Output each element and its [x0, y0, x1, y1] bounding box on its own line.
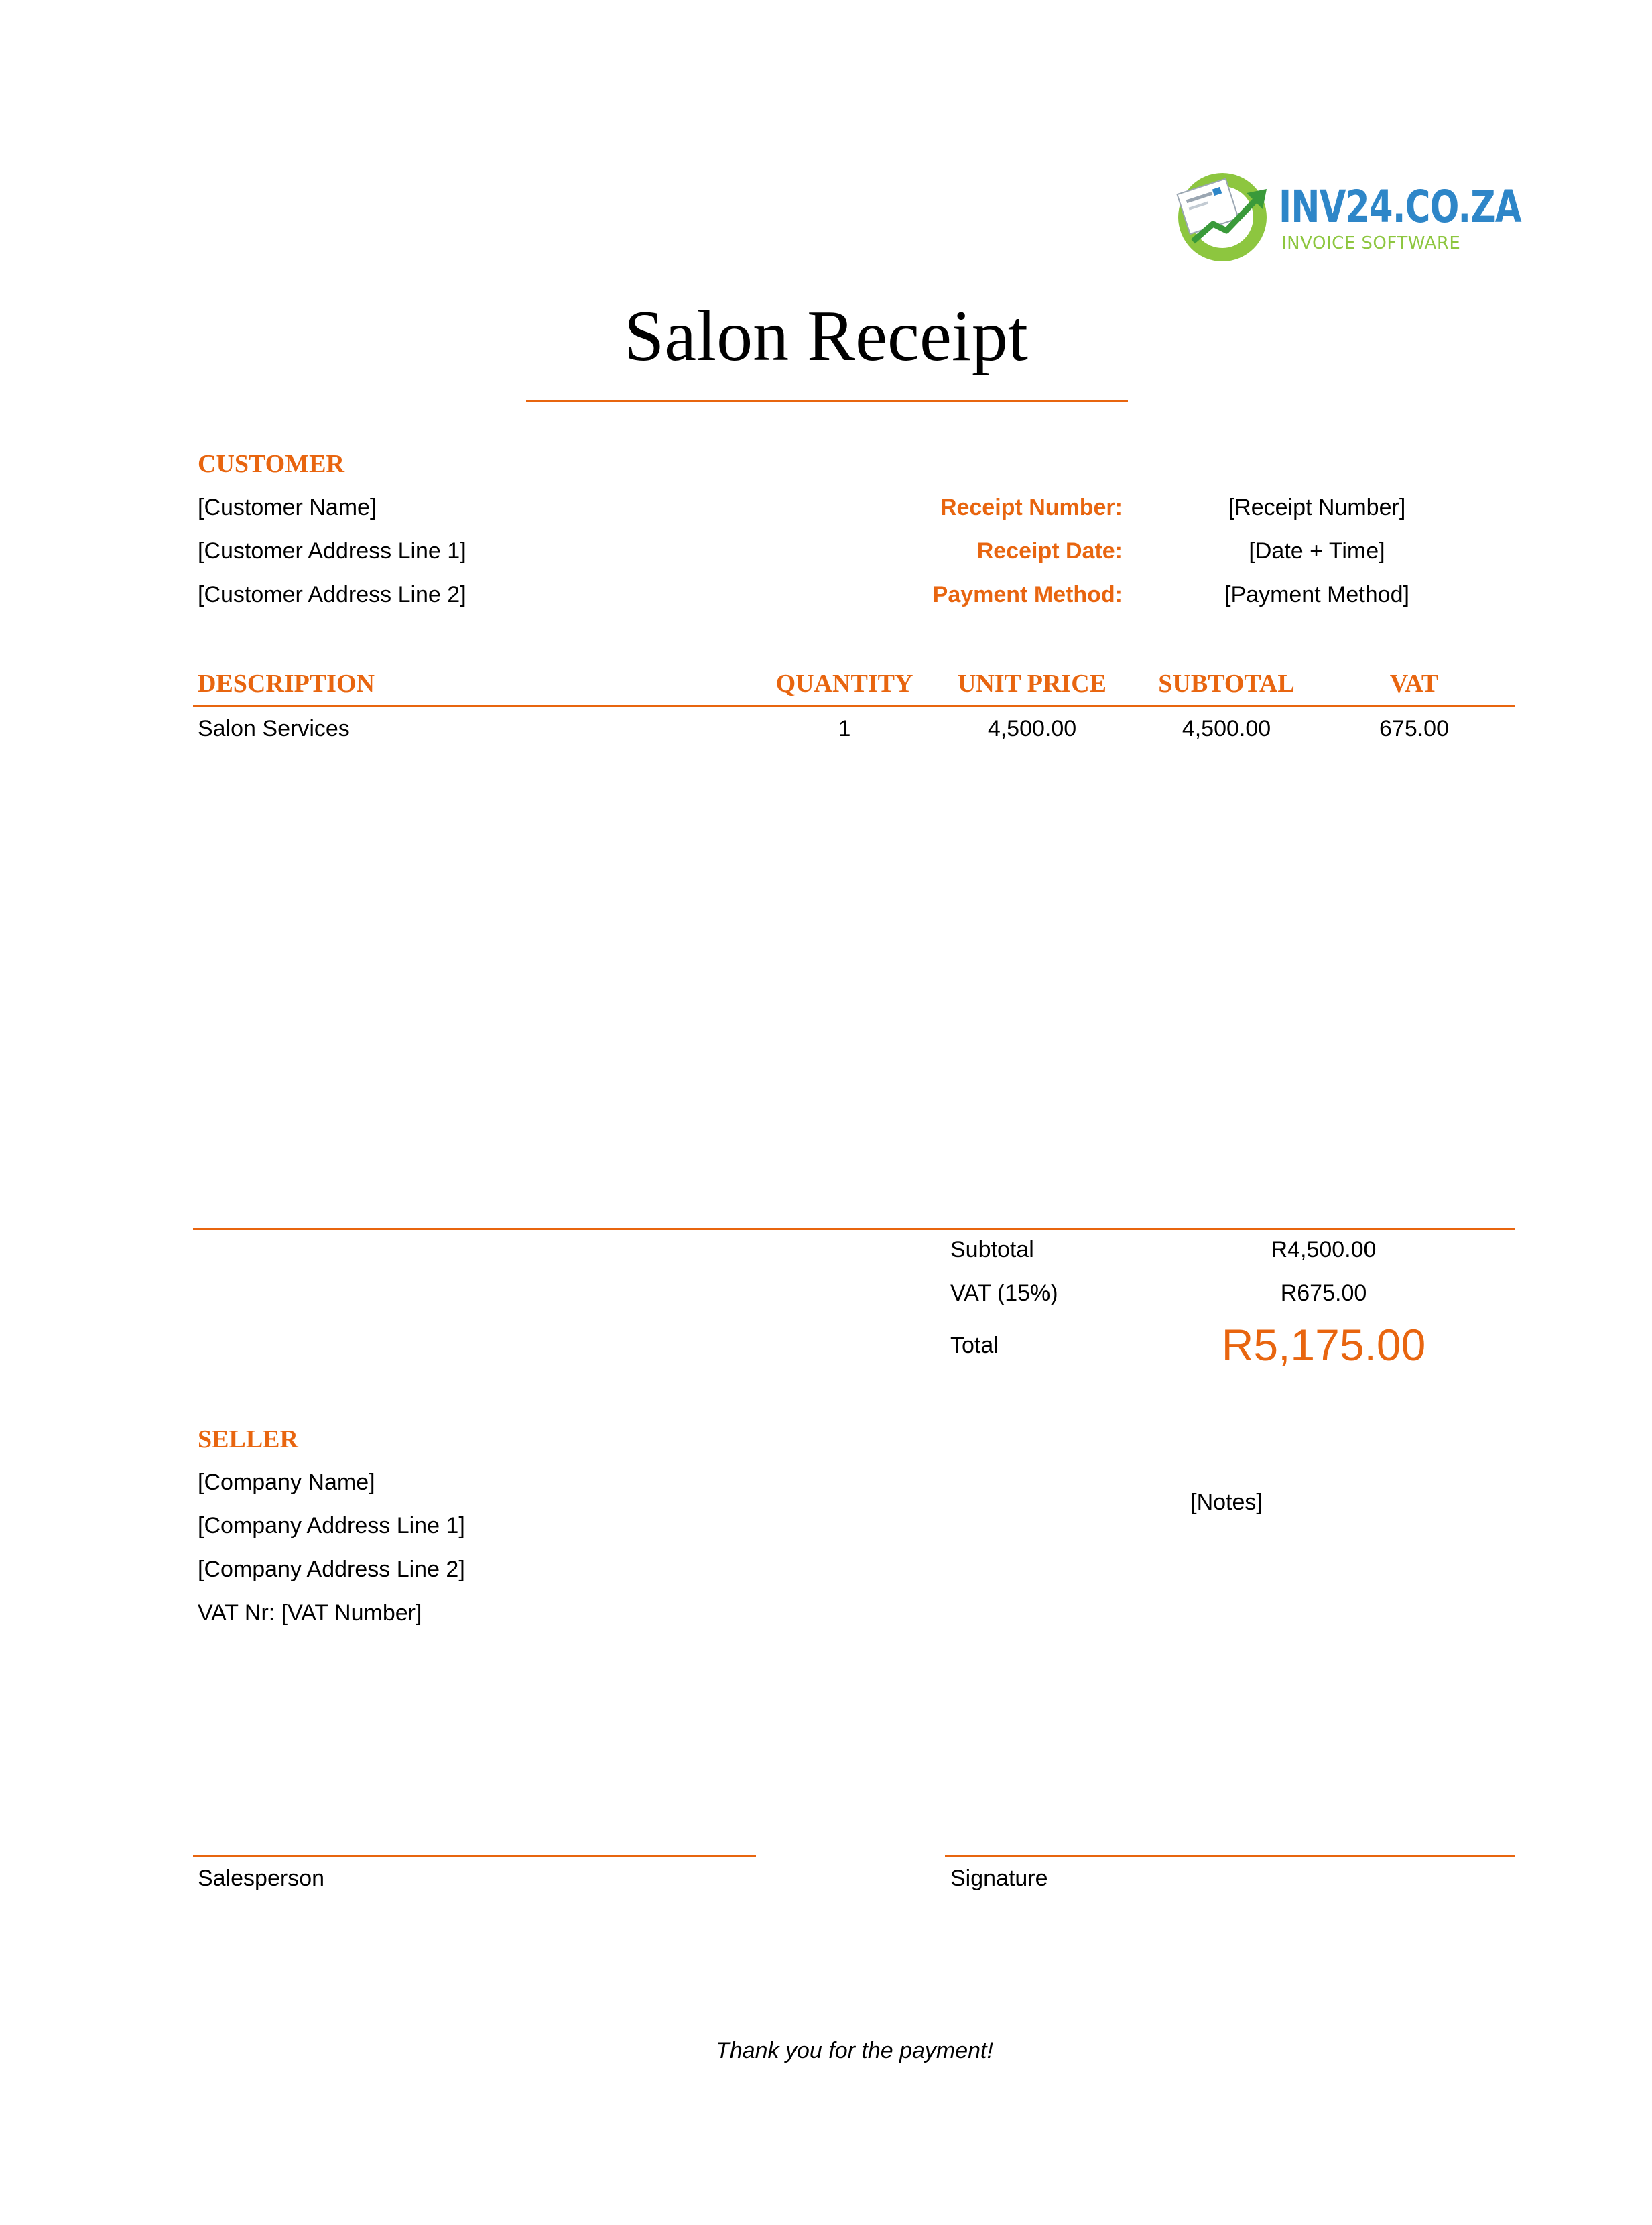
vat-label: VAT (15%) [950, 1280, 1058, 1306]
row-quantity: 1 [838, 716, 851, 741]
subtotal-value: R4,500.00 [1271, 1237, 1377, 1262]
logo-wordmark: INV24.CO.ZA [1279, 181, 1521, 233]
logo-tagline: INVOICE SOFTWARE [1281, 233, 1461, 253]
seller-company-name: [Company Name] [198, 1469, 375, 1495]
receipt-number-label: Receipt Number: [940, 495, 1123, 520]
table-header-rule [193, 705, 1515, 707]
seller-vat-number: VAT Nr: [VAT Number] [198, 1600, 422, 1626]
signature-label: Signature [950, 1866, 1048, 1891]
subtotal-label: Subtotal [950, 1237, 1034, 1262]
payment-method-value: [Payment Method] [1224, 582, 1409, 607]
total-label: Total [950, 1333, 999, 1358]
customer-address-line-2: [Customer Address Line 2] [198, 582, 466, 607]
notes: [Notes] [1190, 1490, 1263, 1515]
customer-address-line-1: [Customer Address Line 1] [198, 538, 466, 564]
salesperson-label: Salesperson [198, 1866, 325, 1891]
receipt-number-value: [Receipt Number] [1228, 495, 1406, 520]
table-bottom-rule [193, 1228, 1515, 1230]
salesperson-line [193, 1855, 756, 1857]
column-header-subtotal: SUBTOTAL [1158, 670, 1295, 698]
receipt-date-value: [Date + Time] [1249, 538, 1385, 564]
logo-chart-icon [1174, 169, 1281, 263]
seller-address-line-1: [Company Address Line 1] [198, 1513, 465, 1539]
column-header-quantity: QUANTITY [775, 670, 913, 698]
payment-method-label: Payment Method: [932, 582, 1123, 607]
vat-value: R675.00 [1280, 1280, 1367, 1306]
column-header-unit-price: UNIT PRICE [957, 670, 1107, 698]
table-row [0, 711, 1652, 751]
column-header-description: DESCRIPTION [198, 670, 375, 698]
seller-heading: SELLER [198, 1425, 298, 1453]
row-vat: 675.00 [1379, 716, 1449, 741]
title-underline [526, 400, 1128, 402]
customer-heading: CUSTOMER [198, 450, 344, 478]
document-title: Salon Receipt [624, 296, 1028, 376]
receipt-date-label: Receipt Date: [976, 538, 1123, 564]
signature-line [945, 1855, 1515, 1857]
column-header-vat: VAT [1389, 670, 1439, 698]
thank-you-message: Thank you for the payment! [716, 2038, 993, 2063]
row-unit-price: 4,500.00 [987, 716, 1077, 741]
row-description: Salon Services [198, 716, 350, 741]
row-subtotal: 4,500.00 [1182, 716, 1271, 741]
customer-name: [Customer Name] [198, 495, 377, 520]
seller-address-line-2: [Company Address Line 2] [198, 1557, 465, 1582]
total-value: R5,175.00 [1221, 1320, 1426, 1370]
